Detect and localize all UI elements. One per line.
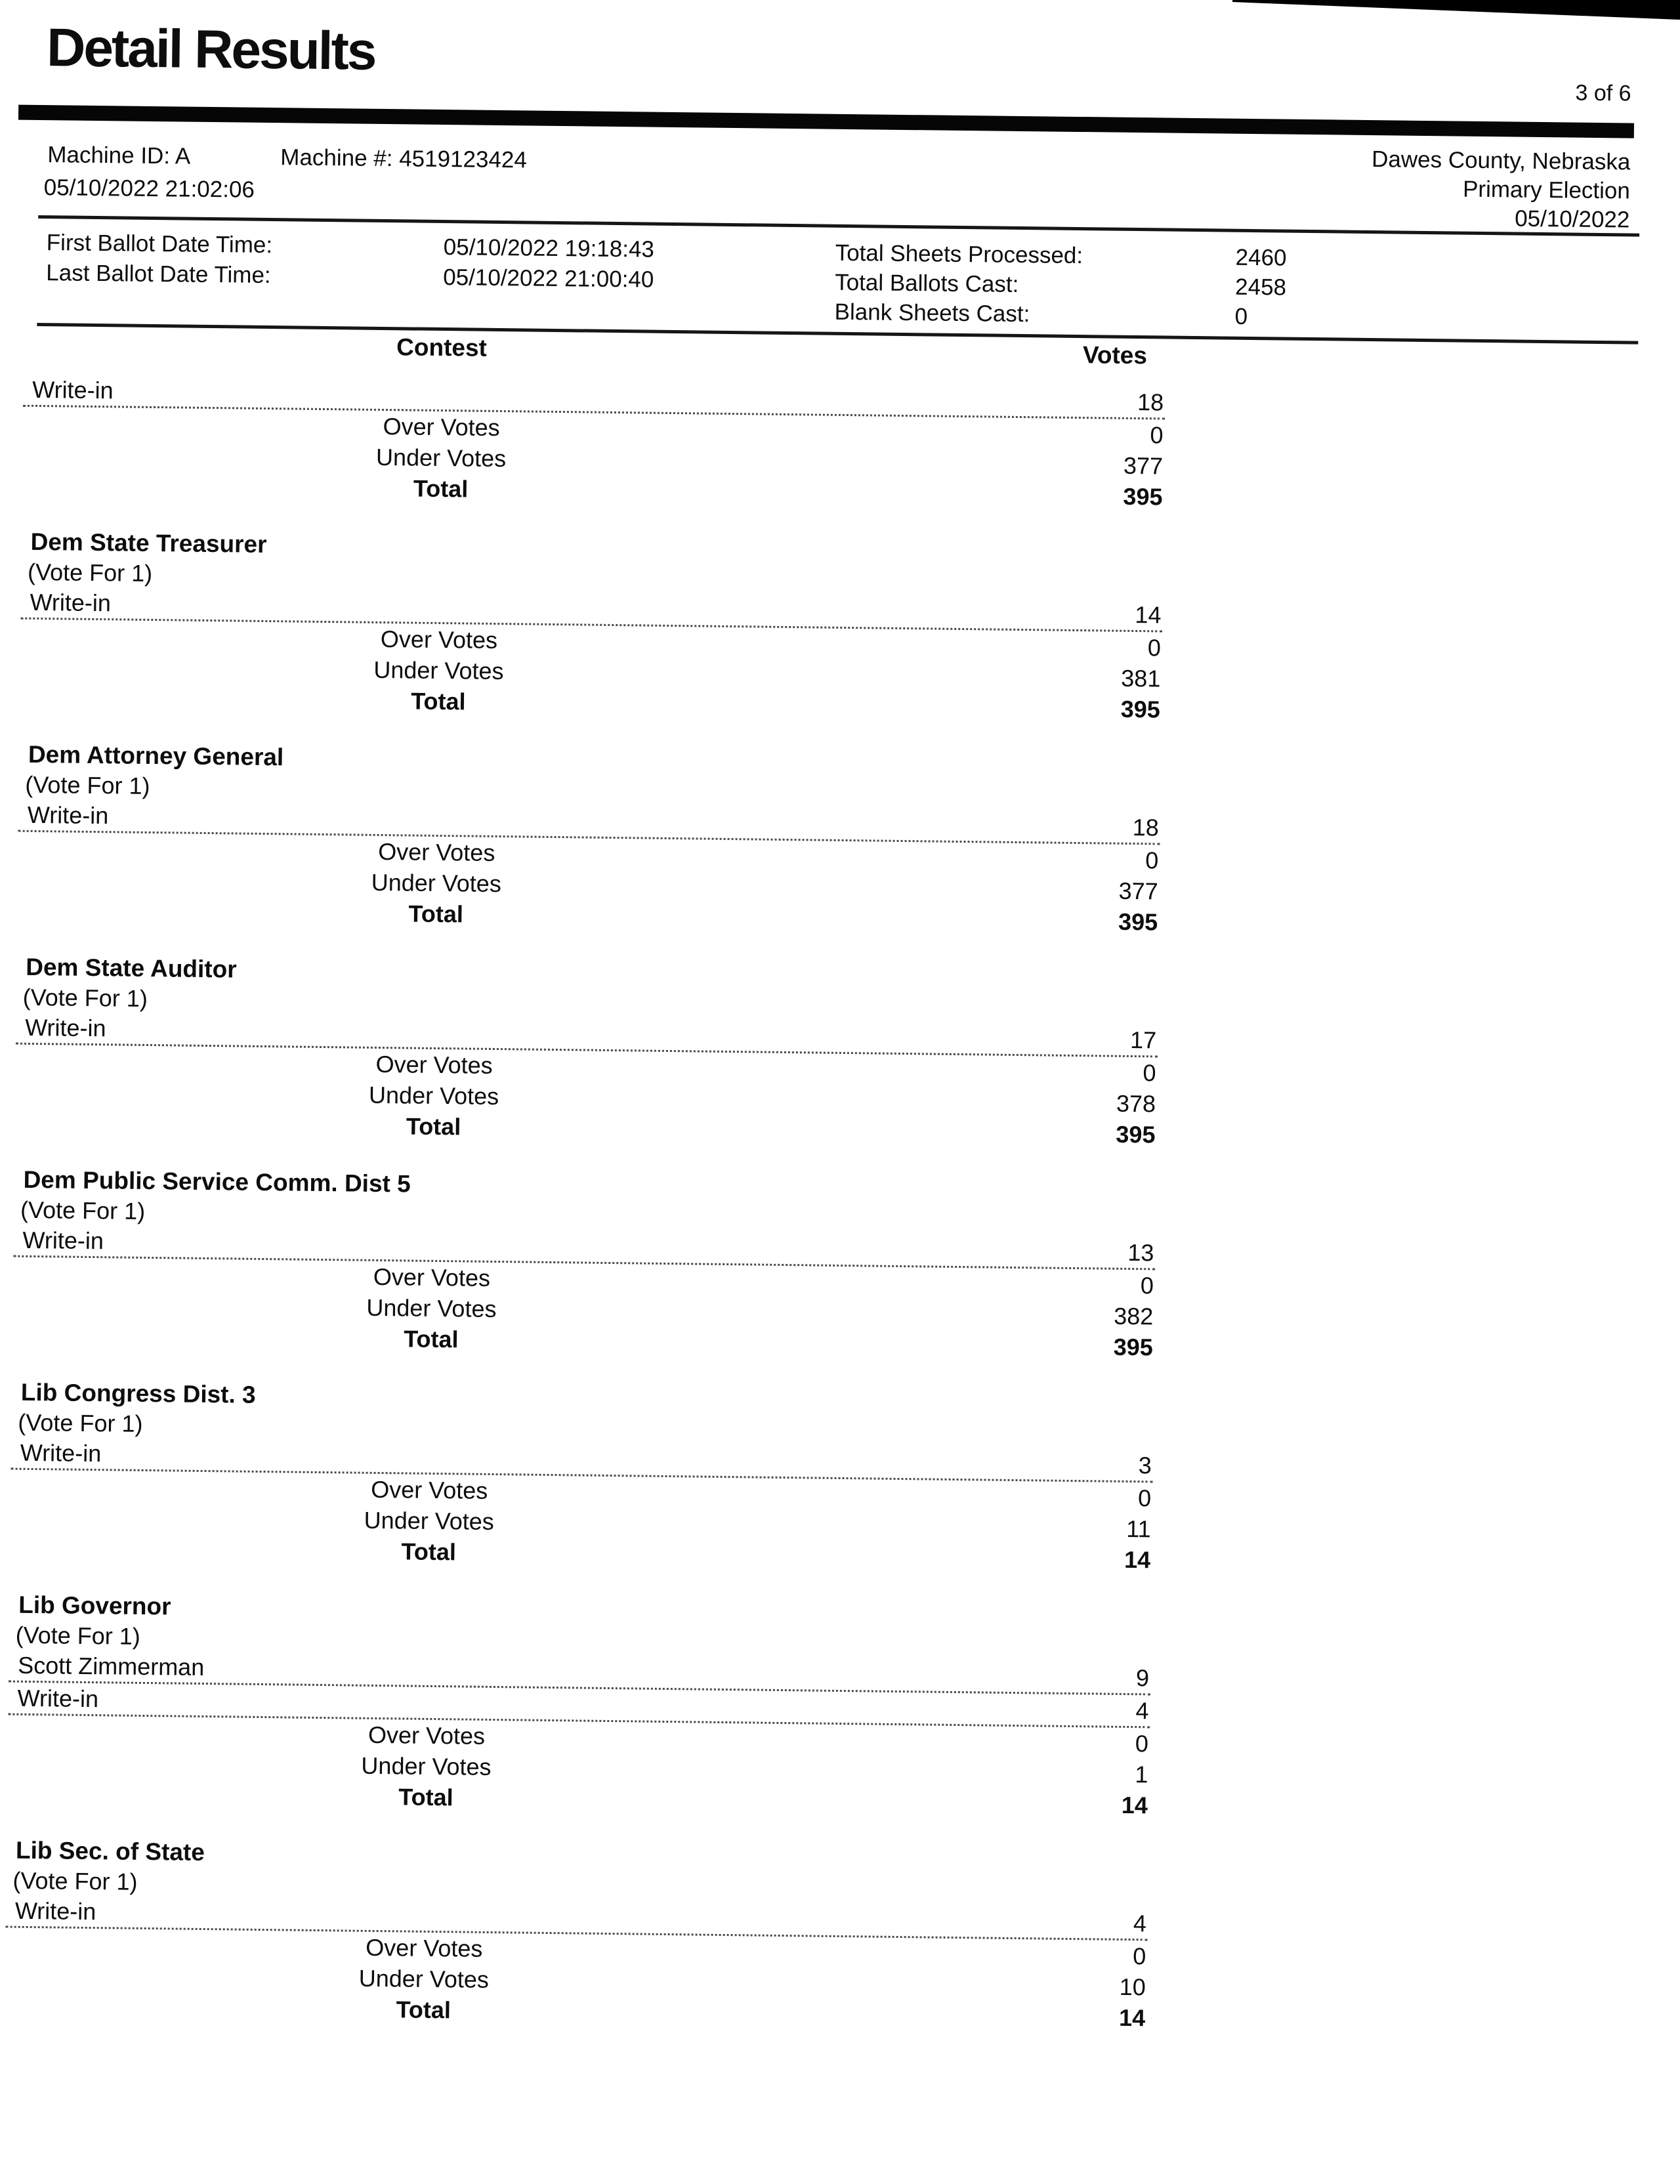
row-value: 378	[1116, 1089, 1156, 1118]
row-label: Total	[406, 1112, 461, 1141]
page-title: Detail Results	[46, 18, 375, 81]
contest-section	[10, 1377, 1154, 1576]
contest-rows	[17, 799, 1160, 938]
row-label: Over Votes	[378, 837, 495, 866]
row-value: 0	[1137, 1484, 1152, 1512]
contest-rows	[5, 1895, 1148, 2034]
contest-title: Lib Congress Dist. 3	[20, 1378, 256, 1408]
total-sheets-value: 2460	[1235, 244, 1287, 271]
title-divider-bar	[18, 105, 1634, 138]
row-value: 381	[1121, 664, 1161, 692]
machine-id: Machine ID: A	[47, 142, 191, 169]
contest-column-header: Contest	[396, 333, 488, 362]
row-label: Total	[401, 1538, 457, 1566]
row-value: 10	[1119, 1973, 1146, 2001]
row-value: 377	[1123, 452, 1164, 480]
contest-vote-for: (Vote For 1)	[25, 770, 150, 799]
row-label: Over Votes	[371, 1475, 488, 1504]
row-value: 395	[1118, 908, 1158, 936]
contest-vote-for: (Vote For 1)	[15, 1621, 141, 1650]
row-label: Total	[408, 900, 464, 928]
row-label: Under Votes	[361, 1752, 492, 1780]
row-label: Write-in	[14, 1897, 96, 1925]
contests	[5, 368, 1165, 2034]
contest-title: Lib Sec. of State	[15, 1836, 205, 1866]
row-label: Under Votes	[368, 1081, 499, 1110]
contest-vote-for: (Vote For 1)	[18, 1408, 143, 1437]
row-label: Write-in	[30, 588, 112, 617]
row-value: 9	[1135, 1664, 1150, 1692]
row-value: 18	[1137, 388, 1164, 416]
row-value: 13	[1127, 1238, 1154, 1267]
row-label: Over Votes	[366, 1933, 483, 1962]
contest-title: Dem Public Service Comm. Dist 5	[23, 1166, 411, 1198]
contest-vote-for: (Vote For 1)	[20, 1196, 146, 1225]
contest-rows	[14, 1012, 1158, 1150]
row-value: 0	[1140, 1272, 1154, 1299]
contest-title: Dem State Treasurer	[30, 528, 267, 558]
row-label: Write-in	[17, 1684, 99, 1713]
row-label: Total	[396, 1996, 452, 2024]
row-label: Total	[411, 687, 466, 715]
last-ballot-label: Last Ballot Date Time:	[46, 260, 271, 289]
row-label: Under Votes	[373, 656, 504, 685]
table-header-rule	[37, 323, 1638, 345]
row-value: 382	[1114, 1302, 1154, 1330]
row-label: Write-in	[27, 801, 109, 830]
row-label: Write-in	[25, 1013, 106, 1042]
first-ballot-label: First Ballot Date Time:	[46, 230, 273, 259]
contest-title: Lib Governor	[18, 1591, 171, 1620]
row-value: 0	[1143, 1059, 1156, 1087]
row-label: Write-in	[22, 1226, 104, 1255]
total-ballots-value: 2458	[1234, 274, 1287, 301]
row-label: Under Votes	[366, 1293, 497, 1323]
contest-section	[17, 740, 1161, 938]
row-value: 0	[1135, 1730, 1149, 1757]
total-ballots-label: Total Ballots Cast:	[834, 269, 1019, 297]
row-label: Total	[398, 1783, 453, 1811]
row-value: 395	[1116, 1120, 1156, 1148]
row-value: 3	[1138, 1452, 1152, 1479]
blank-sheets-label: Blank Sheets Cast:	[834, 299, 1030, 327]
contest-section	[20, 527, 1164, 725]
row-label: Under Votes	[375, 443, 507, 472]
election-date: 05/10/2022	[1514, 205, 1630, 233]
row-label: Over Votes	[368, 1721, 486, 1750]
page-number: 3 of 6	[1575, 80, 1631, 106]
row-label: Under Votes	[364, 1506, 495, 1536]
row-value: 377	[1118, 877, 1158, 905]
contest-rows	[22, 374, 1165, 513]
row-value: 1	[1135, 1761, 1148, 1788]
contest-vote-for: (Vote For 1)	[22, 983, 148, 1012]
contest-section	[22, 374, 1165, 513]
contest-section	[14, 952, 1158, 1150]
contest-vote-for: (Vote For 1)	[12, 1866, 138, 1895]
blank-sheets-value: 0	[1234, 303, 1248, 329]
row-label: Total	[403, 1325, 459, 1353]
row-label: Under Votes	[358, 1964, 490, 1993]
row-label: Over Votes	[380, 625, 498, 654]
row-value: 14	[1124, 1545, 1151, 1574]
row-value: 395	[1120, 695, 1161, 723]
contest-rows	[10, 1437, 1153, 1576]
contest-title: Dem Attorney General	[28, 740, 284, 771]
row-label: Write-in	[32, 375, 114, 404]
row-value: 18	[1132, 813, 1160, 841]
contest-title: Dem State Auditor	[26, 953, 237, 983]
row-value: 14	[1118, 2004, 1146, 2032]
row-label: Scott Zimmerman	[17, 1651, 205, 1681]
first-ballot-value: 05/10/2022 19:18:43	[443, 234, 655, 262]
row-label: Write-in	[20, 1438, 102, 1467]
contest-section	[7, 1590, 1152, 1821]
row-label: Total	[413, 474, 469, 503]
row-value: 0	[1147, 634, 1162, 662]
contest-vote-for: (Vote For 1)	[27, 558, 153, 587]
votes-column-header: Votes	[1082, 341, 1148, 369]
row-value: 17	[1129, 1026, 1157, 1054]
row-label: Under Votes	[371, 868, 502, 898]
contest-section	[12, 1165, 1156, 1363]
row-label: Over Votes	[373, 1263, 491, 1292]
row-value: 0	[1133, 1942, 1146, 1970]
contest-rows	[12, 1225, 1156, 1363]
header-rule	[38, 215, 1639, 237]
row-value: 4	[1133, 1910, 1147, 1937]
contest-rows	[20, 587, 1163, 725]
contest-rows	[7, 1650, 1151, 1821]
row-value: 0	[1144, 847, 1159, 874]
machine-number: Machine #: 4519123424	[280, 144, 528, 173]
row-value: 0	[1150, 421, 1164, 449]
election-name: Primary Election	[1462, 176, 1631, 204]
total-sheets-label: Total Sheets Processed:	[835, 240, 1083, 269]
row-value: 14	[1135, 601, 1162, 629]
row-label: Over Votes	[375, 1050, 493, 1079]
contest-section	[5, 1836, 1148, 2034]
row-value: 11	[1126, 1515, 1151, 1543]
row-value: 4	[1135, 1697, 1149, 1725]
last-ballot-value: 05/10/2022 21:00:40	[443, 264, 654, 293]
row-value: 395	[1113, 1333, 1154, 1361]
report-timestamp: 05/10/2022 21:02:06	[43, 175, 255, 203]
county-name: Dawes County, Nebraska	[1371, 146, 1631, 175]
row-value: 14	[1121, 1791, 1148, 1819]
row-value: 395	[1123, 482, 1163, 511]
row-label: Over Votes	[383, 412, 500, 442]
